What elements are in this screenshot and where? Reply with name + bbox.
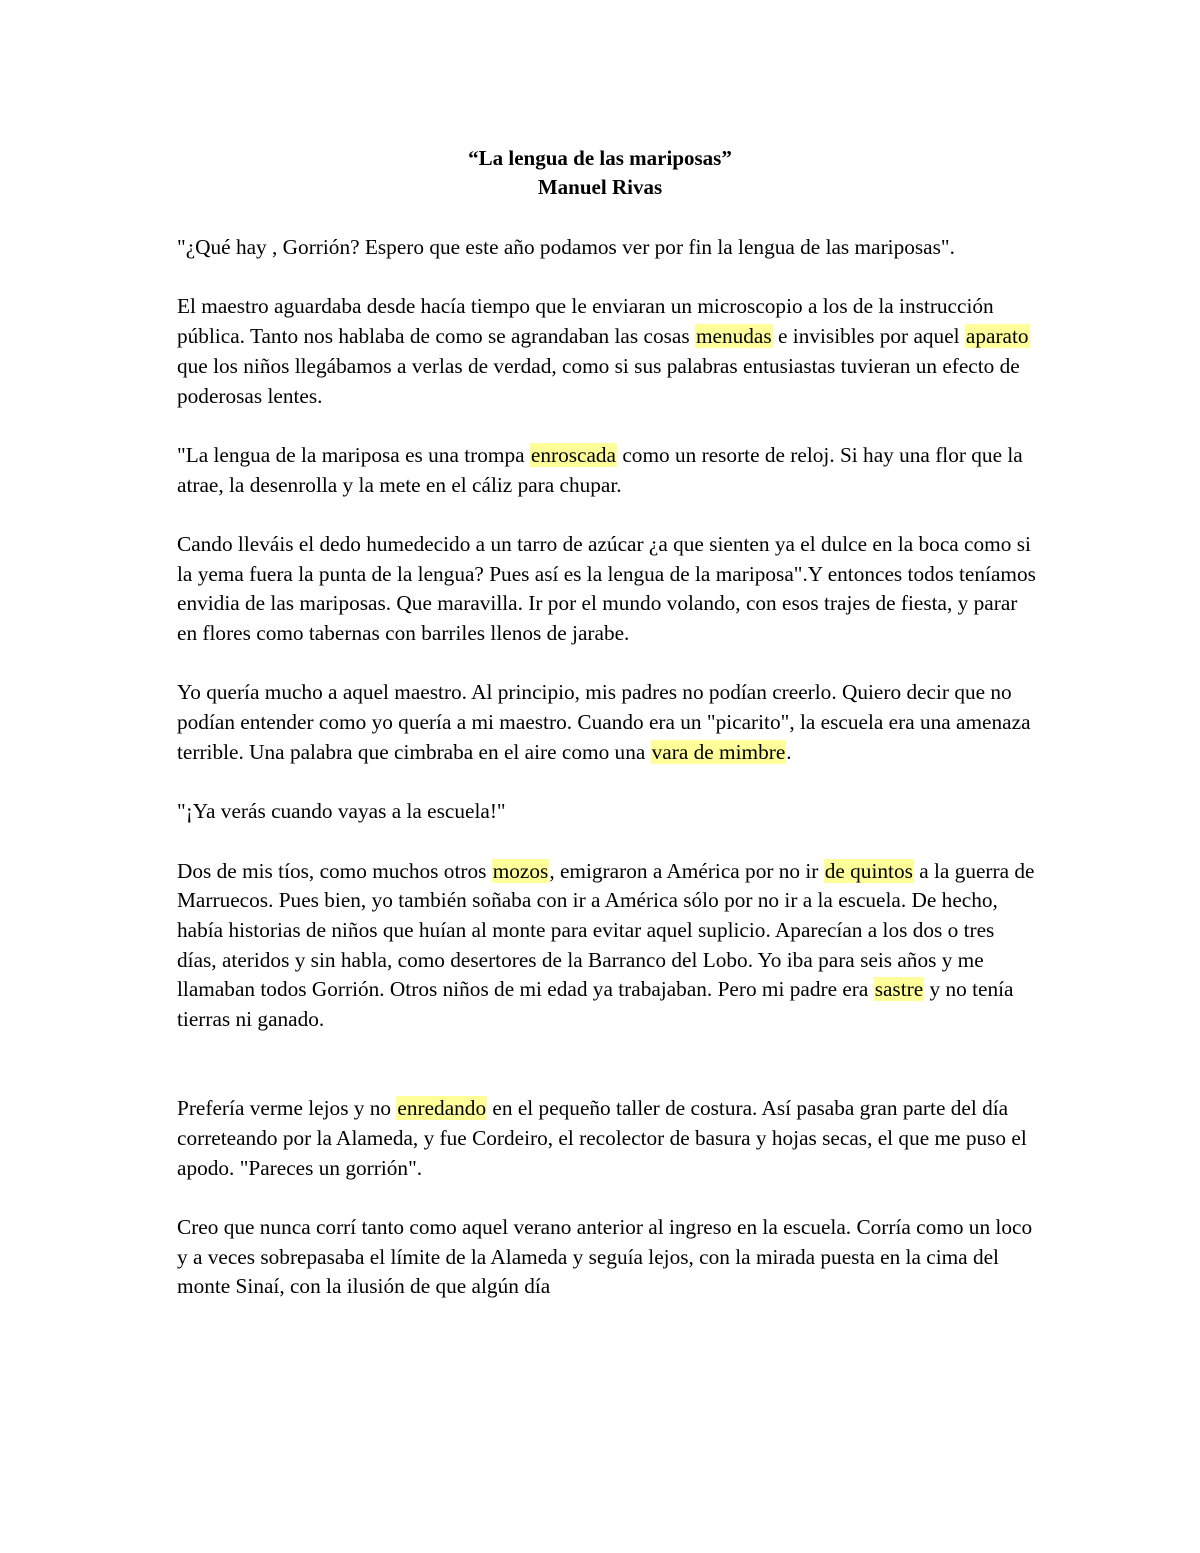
paragraph-text: Prefería verme lejos y no	[177, 1096, 397, 1121]
paragraph-text: Creo que nunca corrí tanto como aquel verano anterior al ingreso en la escuela. Corría como un loco y a veces sobrepasaba el límite de la Alameda y seguía lejos, con la mirada puesta en la cima del monte Sinaí, con la ilusión de que algún día	[177, 1215, 1033, 1299]
paragraph	[177, 1094, 1037, 1183]
paragraph-text: en el pequeño taller de costura. Así pasaba gran parte del día correteando por la Alameda, y fue Cordeiro, el recolector de basura y hojas secas, el que me puso el apodo. "Pareces un gorrión".	[177, 1096, 1027, 1180]
paragraph	[177, 441, 1037, 500]
paragraph-text: .	[786, 739, 792, 764]
paragraph-text: a la guerra de Marruecos. Pues bien, yo también soñaba con ir a América sólo por no ir a la escuela. De hecho, había historias de niños que huían al monte para evitar aquel suplicio. Aparecían a los dos o tres días, ateridos y sin habla, como desertores de la Barranco del Lobo. Yo iba para seis años y me llamaban todos Gorrión. Otros niños de mi edad ya trabajaban. Pero mi padre era	[177, 858, 1035, 1002]
paragraph	[177, 530, 1037, 649]
highlighted-word: aparato	[965, 324, 1029, 349]
document-title: “La lengua de las mariposas”	[468, 146, 732, 170]
highlighted-word: enroscada	[530, 442, 617, 467]
paragraph	[177, 233, 1037, 263]
paragraph-text: Yo quería mucho a aquel maestro. Al principio, mis padres no podían creerlo. Quiero decir que no podían entender como yo quería a mi maestro. Cuando era un "picarito", la escuela era una amenaza terrible. Una palabra que cimbraba en el aire como una	[177, 680, 1031, 764]
paragraph	[177, 292, 1037, 411]
paragraph	[177, 857, 1037, 1035]
paragraph-text: como un resorte de reloj. Si hay una flor que la atrae, la desenrolla y la mete en el cáliz para chupar.	[177, 442, 1023, 497]
paragraph-text: Dos de mis tíos, como muchos otros	[177, 858, 492, 883]
highlighted-word: mozos	[492, 858, 549, 883]
paragraph-text: El maestro aguardaba desde hacía tiempo que le enviaran un microscopio a los de la instrucción pública. Tanto nos hablaba de como se agrandaban las cosas	[177, 294, 994, 349]
title-block	[0, 144, 1200, 202]
paragraph	[177, 1213, 1037, 1302]
document-author: Manuel Rivas	[537, 175, 663, 199]
paragraph-text: y no tenía tierras ni ganado.	[177, 977, 1014, 1032]
paragraph-text: "¡Ya verás cuando vayas a la escuela!"	[177, 799, 506, 824]
highlighted-word: enredando	[397, 1096, 487, 1121]
highlighted-word: sastre	[874, 977, 924, 1002]
paragraph-text: que los niños llegábamos a verlas de verdad, como si sus palabras entusiastas tuvieran un efecto de poderosas lentes.	[177, 353, 1020, 408]
highlighted-word: de quintos	[824, 858, 913, 883]
paragraph-text: "¿Qué hay , Gorrión? Espero que este año podamos ver por fin la lengua de las mariposas".	[177, 235, 955, 259]
paragraph-text: , emigraron a América por no ir	[549, 858, 824, 883]
paragraph	[177, 797, 1037, 827]
paragraph	[177, 678, 1037, 767]
paragraph-text: Cando lleváis el dedo humedecido a un tarro de azúcar ¿a que sienten ya el dulce en la boca como si la yema fuera la punta de la lengua? Pues así es la lengua de la mariposa".Y entonces todos teníamos envidia de las mariposas. Que maravilla. Ir por el mundo volando, con esos trajes de fiesta, y parar en flores como tabernas con barriles llenos de jarabe.	[177, 531, 1036, 646]
highlighted-word: vara de mimbre	[651, 739, 786, 764]
highlighted-word: menudas	[695, 324, 772, 349]
paragraph-text: "La lengua de la mariposa es una trompa	[177, 442, 530, 467]
document-body	[177, 233, 1037, 1332]
paragraph-text: e invisibles por aquel	[772, 324, 965, 349]
